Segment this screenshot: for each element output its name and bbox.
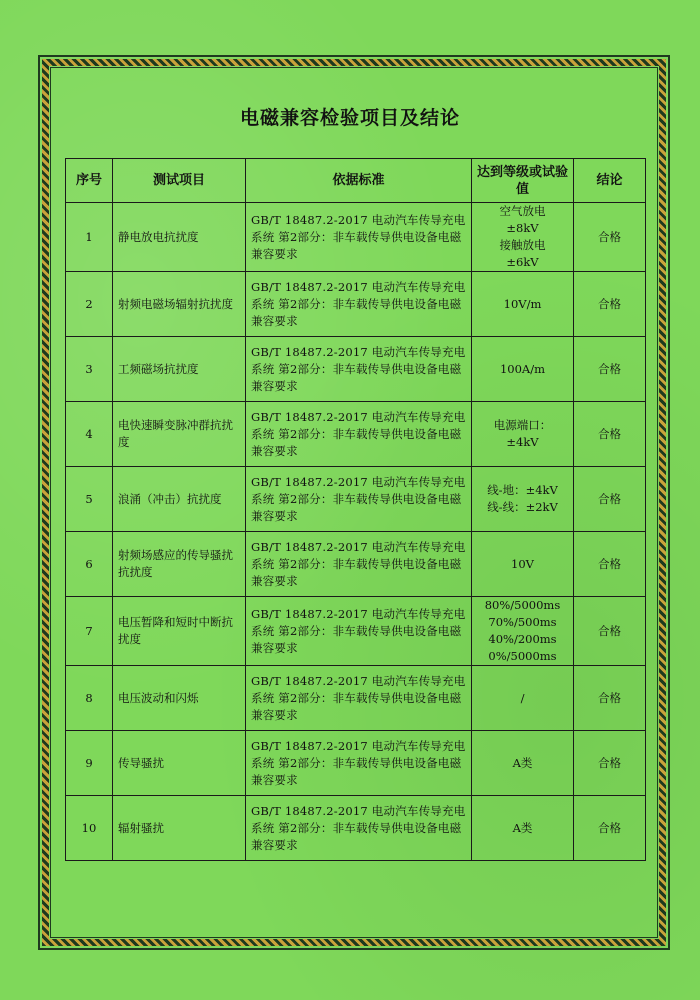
test-level-line: ±6kV	[506, 255, 539, 269]
standard-reference: GB/T 18487.2-2017 电动汽车传导充电系统 第2部分：非车载传导供电设备电磁兼容要求	[246, 467, 472, 532]
test-level-value	[472, 467, 574, 532]
table-header-row	[66, 159, 646, 203]
conclusion: 合格	[574, 532, 646, 597]
test-level-line: 线-线：±2kV	[487, 500, 558, 514]
test-level-value	[472, 402, 574, 467]
emc-results-table	[65, 158, 646, 861]
test-level-line: 0%/5000ms	[488, 649, 557, 663]
table-row	[66, 666, 646, 731]
header-no: 序号	[66, 159, 113, 203]
standard-reference: GB/T 18487.2-2017 电动汽车传导充电系统 第2部分：非车载传导供电设备电磁兼容要求	[246, 337, 472, 402]
table-body	[66, 203, 646, 861]
row-number: 10	[66, 796, 113, 861]
row-number: 7	[66, 597, 113, 666]
test-level-value	[472, 272, 574, 337]
standard-reference: GB/T 18487.2-2017 电动汽车传导充电系统 第2部分：非车载传导供电设备电磁兼容要求	[246, 272, 472, 337]
header-item: 测试项目	[113, 159, 246, 203]
header-conclusion: 结论	[574, 159, 646, 203]
table-row	[66, 337, 646, 402]
test-level-line: 100A/m	[499, 361, 546, 376]
test-item: 电快速瞬变脉冲群抗扰度	[113, 402, 246, 467]
header-value: 达到等级或试验值	[472, 159, 574, 203]
test-level-line: /	[520, 690, 525, 705]
test-level-line: 空气放电	[499, 204, 546, 218]
header-standard: 依据标准	[246, 159, 472, 203]
standard-reference: GB/T 18487.2-2017 电动汽车传导充电系统 第2部分：非车载传导供电设备电磁兼容要求	[246, 597, 472, 666]
test-item: 射频电磁场辐射抗扰度	[113, 272, 246, 337]
table-row	[66, 796, 646, 861]
test-level-value	[472, 666, 574, 731]
row-number: 3	[66, 337, 113, 402]
test-item: 传导骚扰	[113, 731, 246, 796]
test-level-line: A类	[512, 820, 533, 835]
row-number: 5	[66, 467, 113, 532]
standard-reference: GB/T 18487.2-2017 电动汽车传导充电系统 第2部分：非车载传导供电设备电磁兼容要求	[246, 402, 472, 467]
table-row	[66, 597, 646, 666]
conclusion: 合格	[574, 337, 646, 402]
conclusion: 合格	[574, 796, 646, 861]
row-number: 2	[66, 272, 113, 337]
conclusion: 合格	[574, 731, 646, 796]
standard-reference: GB/T 18487.2-2017 电动汽车传导充电系统 第2部分：非车载传导供电设备电磁兼容要求	[246, 796, 472, 861]
test-level-line: 80%/5000ms	[484, 598, 561, 612]
conclusion: 合格	[574, 597, 646, 666]
test-level-line: 线-地：±4kV	[487, 483, 558, 497]
conclusion: 合格	[574, 467, 646, 532]
table-row	[66, 467, 646, 532]
table-row	[66, 402, 646, 467]
test-level-value	[472, 597, 574, 666]
conclusion: 合格	[574, 272, 646, 337]
standard-reference: GB/T 18487.2-2017 电动汽车传导充电系统 第2部分：非车载传导供电设备电磁兼容要求	[246, 203, 472, 272]
test-level-line: 电源端口：	[493, 418, 552, 432]
row-number: 4	[66, 402, 113, 467]
test-level-line: 接触放电	[499, 238, 546, 252]
row-number: 8	[66, 666, 113, 731]
test-level-line: 70%/500ms	[488, 615, 557, 629]
test-item: 电压波动和闪烁	[113, 666, 246, 731]
table-row	[66, 532, 646, 597]
row-number: 6	[66, 532, 113, 597]
conclusion: 合格	[574, 402, 646, 467]
test-level-line: 10V	[511, 556, 534, 571]
test-item: 电压暂降和短时中断抗扰度	[113, 597, 246, 666]
standard-reference: GB/T 18487.2-2017 电动汽车传导充电系统 第2部分：非车载传导供电设备电磁兼容要求	[246, 532, 472, 597]
test-level-value	[472, 337, 574, 402]
test-level-line: ±4kV	[506, 435, 539, 449]
conclusion: 合格	[574, 203, 646, 272]
standard-reference: GB/T 18487.2-2017 电动汽车传导充电系统 第2部分：非车载传导供电设备电磁兼容要求	[246, 666, 472, 731]
standard-reference: GB/T 18487.2-2017 电动汽车传导充电系统 第2部分：非车载传导供电设备电磁兼容要求	[246, 731, 472, 796]
table-row	[66, 203, 646, 272]
test-level-value	[472, 203, 574, 272]
test-item: 静电放电抗扰度	[113, 203, 246, 272]
test-item: 工频磁场抗扰度	[113, 337, 246, 402]
test-level-value	[472, 796, 574, 861]
row-number: 9	[66, 731, 113, 796]
table-row	[66, 731, 646, 796]
row-number: 1	[66, 203, 113, 272]
conclusion: 合格	[574, 666, 646, 731]
test-level-line: 40%/200ms	[488, 632, 557, 646]
test-level-line: A类	[512, 755, 533, 770]
test-item: 射频场感应的传导骚扰抗扰度	[113, 532, 246, 597]
test-level-line: 10V/m	[503, 296, 542, 311]
page-title: 电磁兼容检验项目及结论	[239, 107, 460, 129]
table-row	[66, 272, 646, 337]
test-level-value	[472, 731, 574, 796]
test-level-value	[472, 532, 574, 597]
test-item: 辐射骚扰	[113, 796, 246, 861]
test-item: 浪涌（冲击）抗扰度	[113, 467, 246, 532]
test-level-line: ±8kV	[506, 221, 539, 235]
